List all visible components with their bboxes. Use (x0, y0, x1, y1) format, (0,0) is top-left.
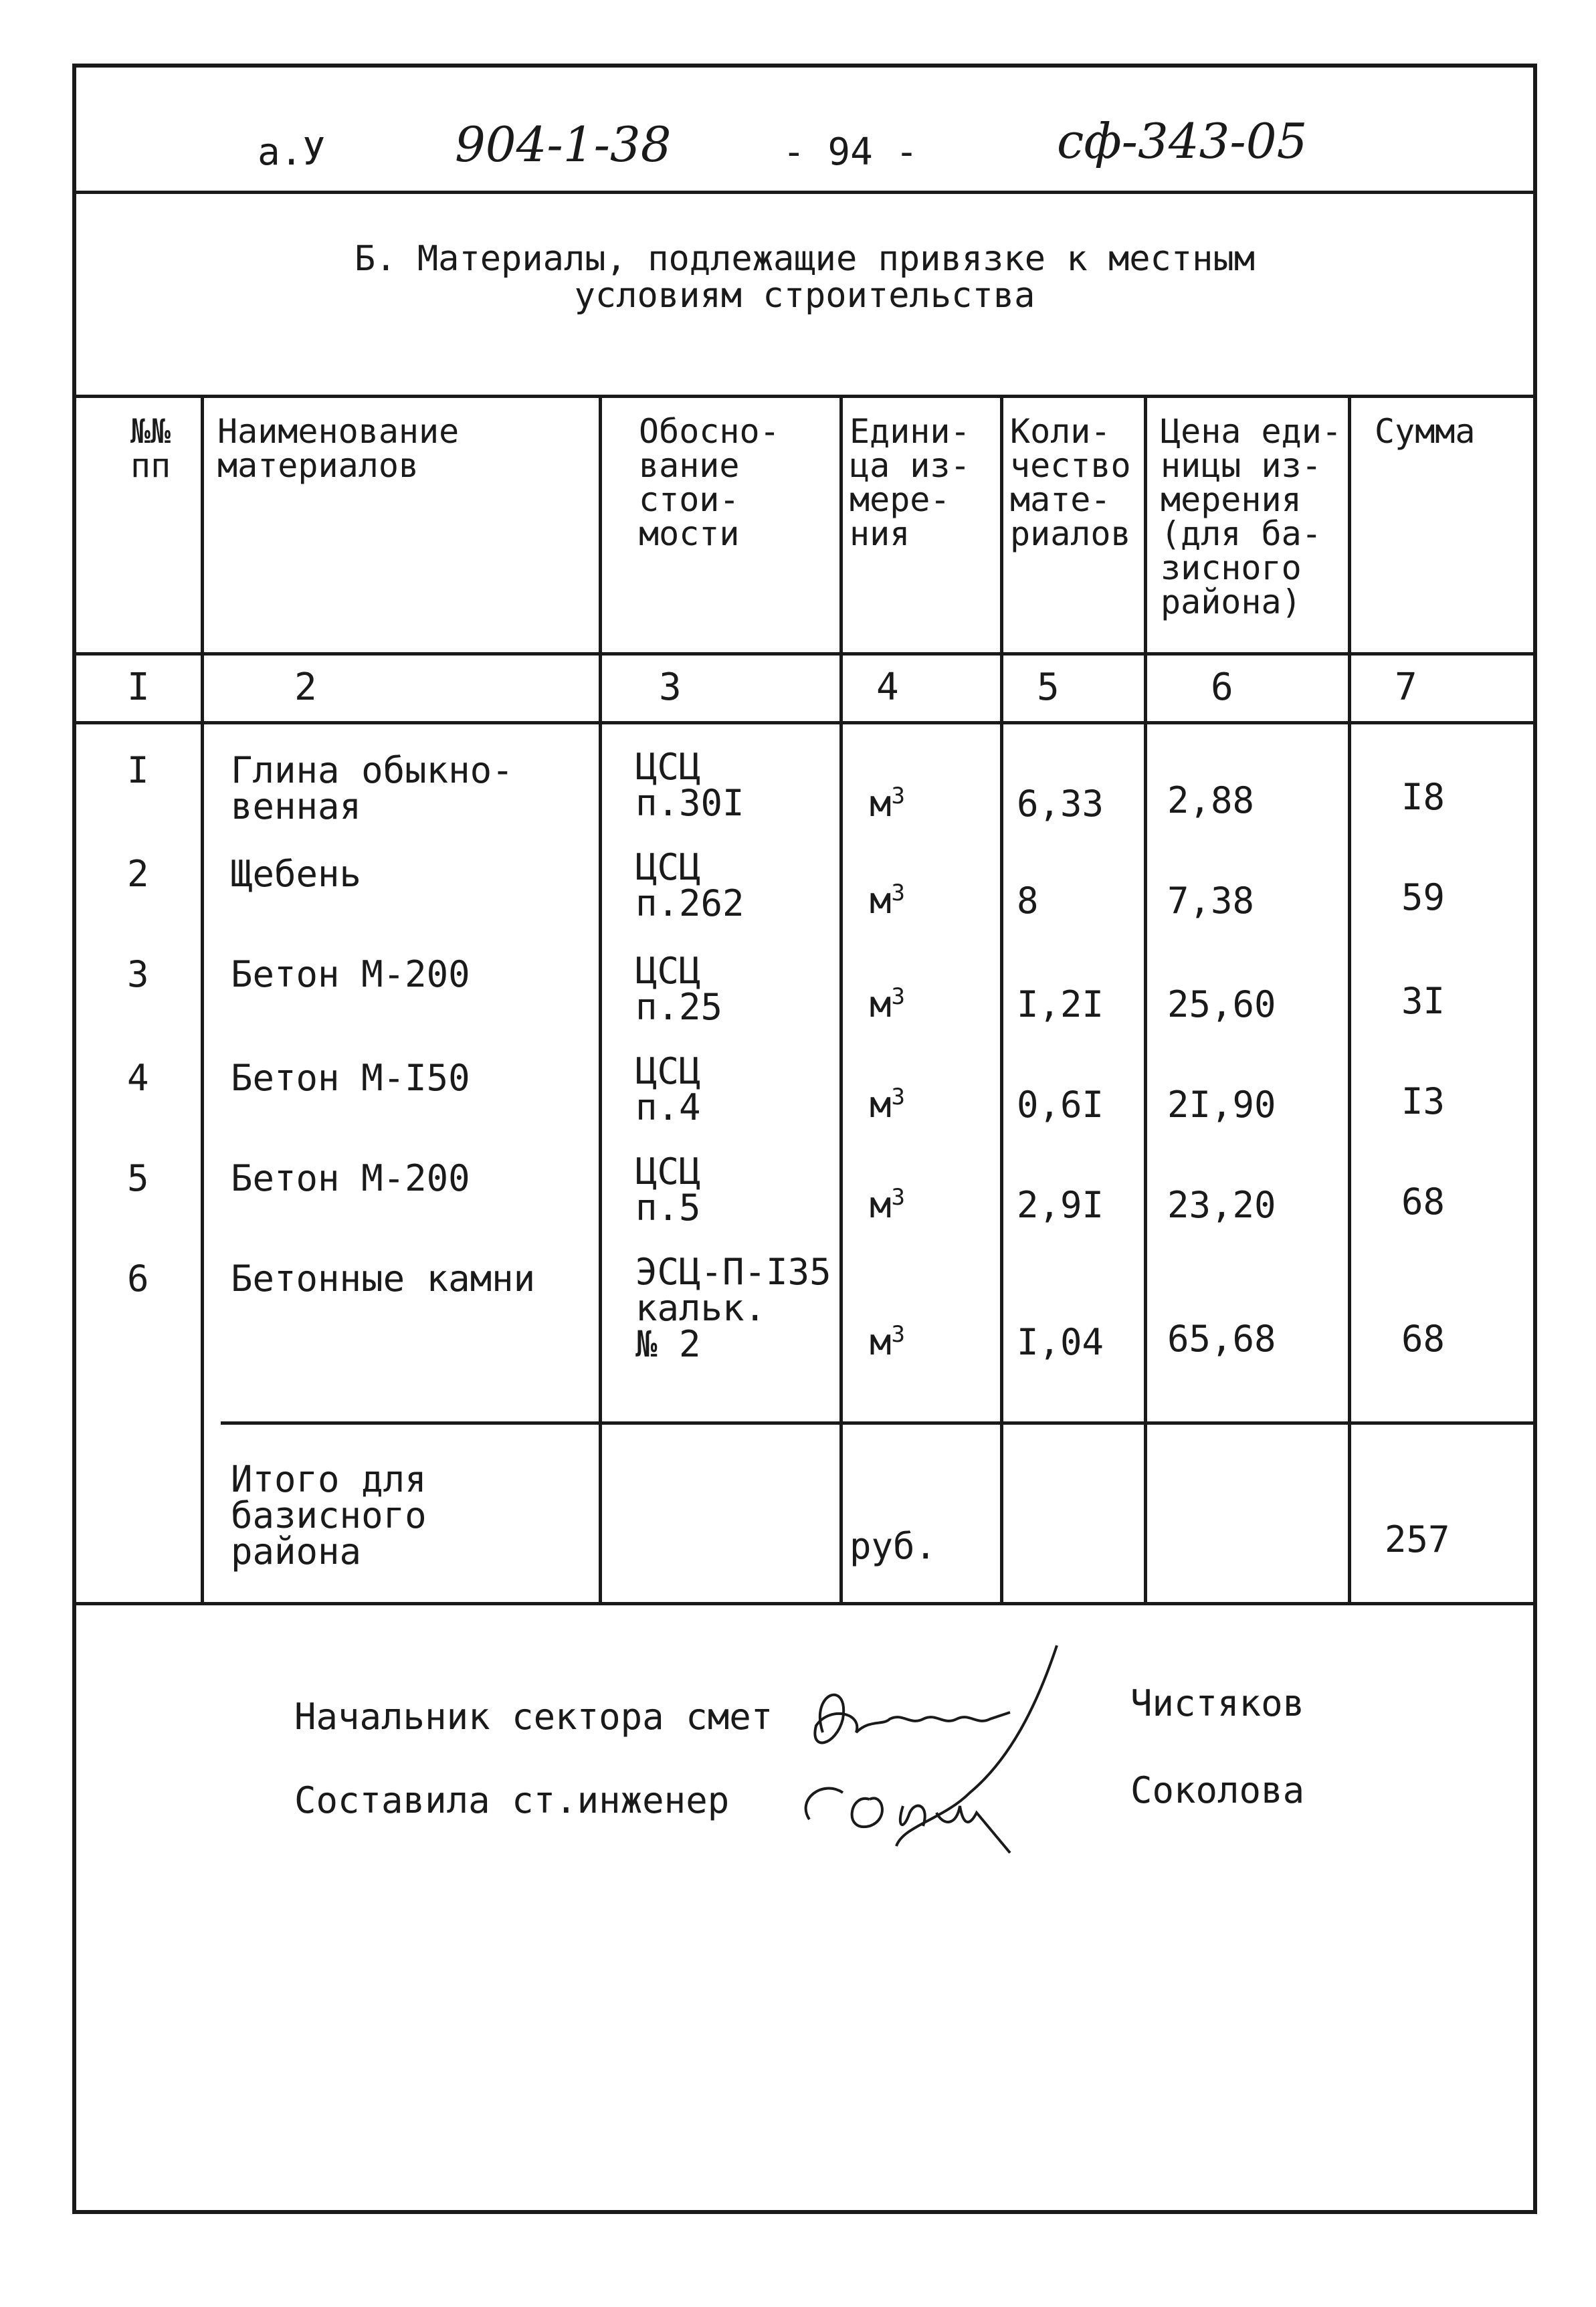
signature-name-engineer: Соколова (1130, 1769, 1305, 1811)
signature-role-head: Начальник сектора смет (294, 1696, 773, 1738)
colnum-5: 5 (1037, 666, 1060, 709)
unit: $м^3$ (870, 880, 905, 922)
header-col-6: Цена еди- ницы из- мерения (для ба- зисного района) (1161, 412, 1342, 621)
quantity: 6,33 (1017, 783, 1104, 825)
col-divider-4 (1000, 395, 1003, 1602)
document-code: сф-343-05 (1057, 113, 1308, 169)
colnum-2: 2 (294, 666, 317, 709)
material-name: Бетонные камни (231, 1258, 536, 1300)
unit: $м^3$ (870, 1184, 905, 1226)
quantity: 0,6I (1017, 1084, 1104, 1126)
unit-price: 2,88 (1167, 779, 1255, 821)
colnum-6: 6 (1211, 666, 1233, 709)
col-divider-1 (201, 395, 204, 1602)
col-divider-3 (839, 395, 843, 1602)
header-bottom-line (72, 652, 1537, 656)
table-top-line (72, 395, 1537, 398)
row-number: 3 (127, 953, 149, 995)
colnum-4: 4 (876, 666, 899, 709)
cost-basis: ЦСЦ п.5 (635, 1150, 701, 1229)
signature-name-head: Чистяков (1130, 1682, 1305, 1724)
cost-basis: ЭСЦ-П-I35 кальк. № 2 (635, 1251, 831, 1365)
section-title: Б. Материалы, подлежащие привязке к местным условиям строительства (354, 239, 1256, 316)
header-col-5: Коли- чество мате- риалов (1010, 412, 1131, 553)
col-divider-5 (1144, 395, 1147, 1602)
cost-basis: ЦСЦ п.30I (635, 746, 744, 824)
album-label: а.У (258, 130, 326, 174)
row-sum: 68 (1401, 1181, 1445, 1223)
colnum-3: 3 (659, 666, 682, 709)
unit: $м^3$ (870, 1321, 905, 1363)
total-unit: руб. (850, 1525, 937, 1567)
row-sum: I8 (1401, 776, 1445, 818)
row-sum: 3I (1401, 980, 1445, 1022)
header-col-3: Обосно- вание стои- мости (639, 412, 780, 553)
material-name: Бетон М-200 (231, 953, 470, 995)
colnum-bottom-line (72, 721, 1537, 724)
quantity: I,04 (1017, 1321, 1104, 1363)
page-number: - 94 - (783, 130, 918, 174)
material-name: Бетон М-I50 (231, 1057, 470, 1099)
total-sum: 257 (1385, 1518, 1450, 1561)
header-col-7: Сумма (1375, 412, 1476, 451)
signature-role-engineer: Составила ст.инженер (294, 1779, 730, 1821)
col-divider-6 (1348, 395, 1351, 1602)
row-number: 4 (127, 1057, 149, 1099)
material-name: Бетон М-200 (231, 1157, 470, 1199)
handwritten-signatures (769, 1625, 1117, 1893)
row-number: I (127, 749, 149, 791)
header-divider (72, 191, 1537, 194)
colnum-1: I (127, 666, 150, 709)
material-name: Щебень (231, 853, 362, 895)
row-number: 2 (127, 853, 149, 895)
cost-basis: ЦСЦ п.262 (635, 846, 744, 924)
unit: $м^3$ (870, 983, 905, 1025)
header-col-2: Наименование материалов (217, 412, 460, 485)
unit-price: 2I,90 (1167, 1084, 1276, 1126)
table-bottom-line (72, 1602, 1537, 1605)
unit: $м^3$ (870, 1084, 905, 1126)
unit-price: 65,68 (1167, 1318, 1276, 1360)
col-divider-2 (599, 395, 602, 1602)
total-top-line (221, 1421, 1537, 1425)
row-sum: 68 (1401, 1318, 1445, 1360)
total-label: Итого для базисного района (231, 1458, 427, 1573)
quantity: 8 (1017, 880, 1039, 922)
header-col-1: №№ пп (130, 412, 171, 485)
cost-basis: ЦСЦ п.4 (635, 1050, 701, 1128)
colnum-7: 7 (1395, 666, 1417, 709)
unit-price: 25,60 (1167, 983, 1276, 1025)
header-col-4: Едини- ца из- мере- ния (850, 412, 971, 553)
unit: $м^3$ (870, 783, 905, 825)
row-sum: I3 (1401, 1080, 1445, 1122)
unit-price: 7,38 (1167, 880, 1255, 922)
project-number: 904-1-38 (455, 116, 672, 173)
cost-basis: ЦСЦ п.25 (635, 950, 723, 1028)
row-number: 6 (127, 1258, 149, 1300)
quantity: I,2I (1017, 983, 1104, 1025)
quantity: 2,9I (1017, 1184, 1104, 1226)
unit-price: 23,20 (1167, 1184, 1276, 1226)
row-sum: 59 (1401, 876, 1445, 918)
material-name: Глина обыкно- венная (231, 749, 514, 827)
row-number: 5 (127, 1157, 149, 1199)
